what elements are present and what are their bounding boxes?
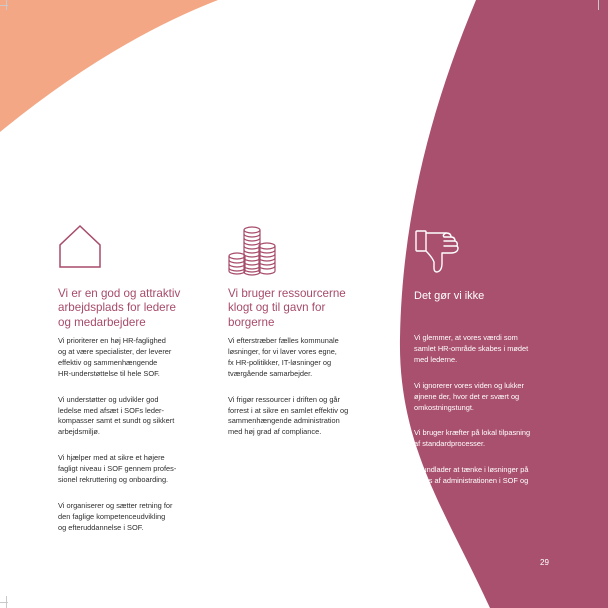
text-line: løsninger, for vi laver vores egne, <box>228 346 337 356</box>
paragraph <box>414 465 574 498</box>
text-line: Vi glemmer, at vores værdi som <box>414 333 518 342</box>
paragraph <box>228 336 398 380</box>
heading-line: Vi bruger ressourcerne <box>228 287 346 300</box>
heading-line: og medarbejdere <box>58 315 146 329</box>
text-line: fagligt niveau i SOF gennem profes- <box>58 464 177 474</box>
paragraph <box>228 395 398 439</box>
coin-stacks-icon <box>228 224 276 276</box>
text-line: øjnene der, hvor det er svært og <box>414 391 520 401</box>
text-line: Vi organiserer og sætter retning for <box>58 500 173 510</box>
paragraph <box>58 453 228 486</box>
heading-line: Det gør vi ikke <box>414 290 485 302</box>
text-line: tværs af administrationen i SOF og <box>414 476 529 486</box>
heading-line: Vi er en god og attraktiv <box>58 287 181 300</box>
text-line: sammenhængende administration <box>228 416 340 426</box>
text-line: KK. <box>414 487 426 497</box>
thumbs-down-icon <box>414 227 460 277</box>
text-line: og at være specialister, der leverer <box>58 346 172 356</box>
crop-mark <box>0 5 8 6</box>
paragraph <box>58 336 228 380</box>
peach-corner-shape <box>0 0 218 132</box>
heading-line: arbejdsplads for ledere <box>58 301 176 315</box>
text-line: effektiv og sammenhængende <box>58 357 158 367</box>
text-line: med lederne. <box>414 354 458 364</box>
text-line: HR-understøttelse til hele SOF. <box>58 368 160 378</box>
text-line: Vi prioriterer en høj HR-faglighed <box>58 336 166 345</box>
paragraph <box>414 333 574 366</box>
paragraph <box>58 501 228 534</box>
text-line: kompasser samt et sundt og sikkert <box>58 416 175 426</box>
text-line: Vi bruger kræfter på lokal tilpasning <box>414 428 531 438</box>
heading-line: borgerne <box>228 315 275 329</box>
text-line: sionel rekruttering og onboarding. <box>58 475 169 485</box>
text-line: Vi undlader at tænke i løsninger på <box>414 465 529 475</box>
text-line: samlet HR-område skabes i mødet <box>414 343 529 353</box>
text-line: af standardprocesser. <box>414 439 486 449</box>
paragraph <box>58 395 228 439</box>
text-line: omkostningstungt. <box>414 402 474 412</box>
text-line: den faglige kompetenceudvikling <box>58 511 166 521</box>
text-line: tværgående samarbejder. <box>228 368 313 378</box>
text-line: Vi ignorerer vores viden og lukker <box>414 380 524 390</box>
crop-mark <box>598 0 599 10</box>
text-line: ledelse med afsæt i SOFs leder- <box>58 405 164 415</box>
text-line: forrest i at sikre en samlet effektiv og <box>228 405 349 415</box>
text-line: arbejdsmiljø. <box>58 427 100 437</box>
text-line: Vi hjælper med at sikre et højere <box>58 453 165 463</box>
text-line: fx HR-politikker, IT-løsninger og <box>228 357 332 367</box>
text-line: med høj grad af compliance. <box>228 427 322 437</box>
heading-line: klogt og til gavn for <box>228 301 326 315</box>
paragraph <box>414 428 574 450</box>
paragraph <box>414 381 574 414</box>
text-line: Vi frigør ressourcer i driften og går <box>228 394 340 404</box>
text-line: Vi efterstræber fælles kommunale <box>228 336 339 345</box>
text-line: Vi understøtter og udvikler god <box>58 394 159 404</box>
plum-side-panel <box>400 0 608 608</box>
crop-mark <box>0 602 8 603</box>
house-outline-icon <box>58 223 104 269</box>
page-number: 29 <box>540 558 549 567</box>
text-line: og efteruddannelse i SOF. <box>58 522 144 532</box>
